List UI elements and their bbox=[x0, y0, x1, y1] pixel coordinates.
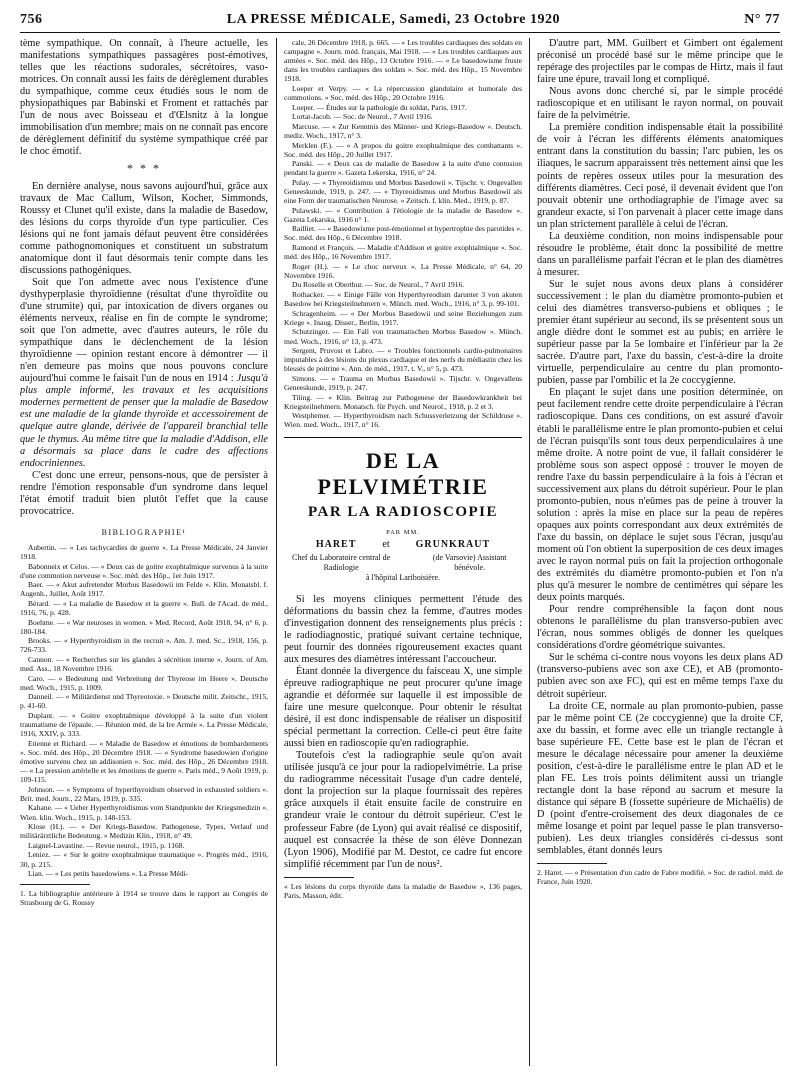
bibliography-entry: Duplant. — « Goitre exophtalmique développé à la suite d'un violent traumatisme de l'épaule. — Réunion méd. de la Ire Armée ». La Presse Médicale, 1916, XXIV, p. 333. bbox=[20, 711, 268, 739]
column-rule-2 bbox=[529, 38, 530, 1066]
affiliation-right: (de Varsovie) Assistant bénévole. bbox=[432, 553, 507, 573]
bibliography-entry: Pulawski. — « Contribution à l'étiologie de la maladie de Basedow ». Gazeta Lekarska, 1916 n° 1. bbox=[284, 205, 522, 224]
bibliography-entry: Aubertin. — « Les tachycardies de guerre ». La Presse Médicale, 24 Janvier 1918. bbox=[20, 542, 268, 561]
bibliography-entry: Du Roselle et Oberthur. — Soc. de Neurol., 7 Avril 1916. bbox=[292, 280, 465, 290]
bibliography-entry: Tiling. — « Klin. Beitrag zur Pathogenese der Basedowkrankheit bei Kriegsteilnehmern. Monatsch. für Psych. und Neurol., 1918, p. 2 et 3. bbox=[284, 392, 522, 411]
bibliography-entry: Westphemer. — Hyperthyroidism nach Schussverletzung der Schildruse ». Wien. med. Woch., 1917, n° 16. bbox=[284, 411, 522, 430]
bibliography-entry: Laignel-Lavastine. — Revue neurol., 1915, p. 1168. bbox=[28, 840, 185, 850]
page-number: 756 bbox=[20, 12, 43, 27]
paragraph: Si les moyens cliniques permettent l'étude des déformations du bassin chez la femme, d'autres modes d'investigation donnent des renseignements plus précis : le radiodiagnostic, pratiqué suivant certaine technique, peut fournir des données rigoureusement exactes quant aux mesures des diamètres intéressant l'accoucheur. bbox=[284, 593, 522, 665]
bibliography-entry: Boehme. — « War neuroses in women. » Med. Record, Août 1918, 94, n° 6, p. 180-184. bbox=[20, 617, 268, 636]
bibliography-entry: Panski. — « Deux cas de maladie de Basedow à la suite d'une contusion pendant la guerre ». Gazeta Lekerska, 1916, n° 24. bbox=[284, 159, 522, 178]
column-rule-1 bbox=[276, 38, 277, 1066]
author-conjunction: et bbox=[382, 539, 390, 551]
bibliography-entry: Roger (H.). — « Le choc nerveux ». La Presse Médicale, n° 64, 20 Novembre 1916. bbox=[284, 261, 522, 280]
paragraph: La deuxième condition, non moins indispensable pour résoudre le problème, était donc la possibilité de mettre dans un parallélisme parfait l'écran et le plan des diamètres à mesurer. bbox=[537, 230, 783, 278]
affiliation-hospital: à l'hôpital Lariboisière. bbox=[365, 572, 441, 582]
page-header bbox=[20, 8, 780, 33]
bibliography-title: BIBLIOGRAPHIE¹ bbox=[101, 527, 187, 537]
article-title: DE LA PELVIMÉTRIE bbox=[317, 448, 489, 500]
section-separator: * * * bbox=[127, 161, 161, 176]
article-authors bbox=[284, 539, 522, 550]
bibliography-entry: Bérard. — « La maladie de Basedow et la guerre ». Bull. de l'Acad. de méd., 1916, 76, p. 428. bbox=[20, 598, 268, 617]
paragraph: tème sympathique. On connaît, à l'heure actuelle, les manifestations sympathiques passagères post-émotives, telles que les réactions sudorales, sécrétoires, vaso-motrices. On connaît aussi les faits de dérèglement durables du sympathique, comme ceux étudiés sous le nom de physiopathiques par Babinski et Froment et rattachés par l'un de nous avec Boisseau et d'Œlsnitz à la longue immobilisation d'un membre; mais on ne connaît pas encore de dérèglement définitif du système sympathique créé par le choc émotif. bbox=[20, 38, 268, 158]
paragraph: La première condition indispensable était la possibilité de voir à l'écran les différents éléments anatomiques entrant dans la constitution du bassin; l'arc pubien, les os iliaques, le sacrum apparaissent très nettement ainsi que les points de repères osseux utiles pour la mesuration des différents diamètres. Ceci posé, il devenait évident que l'on pouvait obtenir une orthodiagraphie de l'image avec sa grandeur exacte, si l'on parvenait à placer cette image dans un plan strictement parallèle à celui de l'écran. bbox=[537, 122, 783, 230]
bibliography-entry: Etienne et Richard. — « Maladie de Basedow et émotions de bombardements ». Soc. méd. des Hôp., 20 Décembre 1918. — « Syndrome basedowien d'origine émotive survenu chez un addisonien ». Soc. méd. des Hôp., 26 Décembre 1918. — « La pression artérielle et les émotions de guerre ». Paris méd., 9 Août 1919, p. 109-115. bbox=[20, 738, 268, 785]
paragraph: Sur le sujet nous avons deux plans à considérer successivement : le plan du diamètre promonto-pubien et celui des diamètres transverso-pubiens et obliques ; le premier étant supérieur au second, ils se présentent sous un angle dièdre dont le sommet est au pubis; en arrière le supérieur passe par la 5e lombaire et l'inférieur par la 2e sacrée. D'autre part, l'axe du bassin, c'est-à-dire la droite virtuelle, perpendiculaire au centre du plan promonto-pubien, passe par l'ombilic et la 2e coccygienne. bbox=[537, 278, 783, 387]
paragraph: Étant donnée la divergence du faisceau X, une simple épreuve radiographique ne peut procurer qu'une image agrandie et déformée sur laquelle il est impossible de faire une mesure quelconque. Pour obtenir le résultat désiré, il est donc indispensable de réaliser un dispositif spécial permettant la correction. Celle-ci peut être faite aussi bien en radioscopie qu'en radiographie. bbox=[284, 665, 522, 750]
journal-title: LA PRESSE MÉDICALE, Samedi, 23 Octobre 1920 bbox=[226, 12, 560, 27]
author-name: GRUNKRAUT bbox=[415, 539, 491, 551]
footnote-rule bbox=[537, 863, 607, 864]
footnote: 1. La bibliographie antérieure à 1914 se trouve dans le rapport au Congrès de Strasbourg de G. Roussy bbox=[20, 889, 268, 908]
bibliography-entry: Johnson. — « Symptoms of hyperthyroidism observed in exhausted soldiers ». Brit. med. Journ., 22 Mars, 1919, p. 335. bbox=[20, 784, 268, 803]
bibliography-entry: Marcuse. — « Zur Kenntnis des Männer- und Kriegs-Basedow ». Deutsch. mediz. Woch., 1917, n° 3. bbox=[284, 121, 522, 140]
column-1 bbox=[20, 38, 268, 908]
bibliography-entry: Danneil. — « Militärdienst und Thyreotoxie. » Deutsche milit. Zeitschr., 1915, p. 41-60. bbox=[20, 692, 268, 711]
byline-prefix: PAR MM. bbox=[386, 529, 420, 537]
footnote-rule bbox=[20, 884, 90, 885]
article-subtitle: PAR LA RADIOSCOPIE bbox=[307, 504, 499, 521]
paragraph: En dernière analyse, nous savons aujourd'hui, grâce aux travaux de Mac Callum, Wilson, Kocher, Simmonds, Roussy et Clunet qu'il existe, dans la maladie de Basedow, des lésions du corps thyroïde d'un type particulier. Ces lésions qui ne font jamais défaut peuvent être considérées comme pathognomoniques et constituent un substratum anatomique dont il faut désormais tenir compte dans les discussions pathogéniques. bbox=[20, 180, 268, 276]
bibliography-list bbox=[20, 543, 268, 878]
bibliography-entry: Lortat-Jacob. — Soc. de Neurol., 7 Avril 1916. bbox=[292, 112, 433, 122]
bibliography-entry: Caro. — « Bedeutung und Verbreitung der Thyreose im Heere ». Deutsche med. Woch., 1915, p. 1009. bbox=[20, 673, 268, 692]
paragraph bbox=[20, 277, 268, 470]
bibliography-entry: Baer. — « Akut aufretender Morbus Basedowii im Felde ». Klin. Monatsbl. f. Augenh., Juillet, Août 1917. bbox=[20, 580, 268, 599]
bibliography-entry: Kahane. — « Ueber Hyperthyroidismus vom Standpunkte der Kriegsmedizin ». Wien. klin. Woch., 1915, p. 148-153. bbox=[20, 803, 268, 822]
bibliography-entry: Cannon. — « Recherches sur les glandes à sécrétion interne ». Journ. of Am. med. Ass., 18 Novembre 1916. bbox=[20, 654, 268, 674]
footnote-rule bbox=[284, 877, 354, 878]
paragraph: Pour rendre compréhensible la façon dont nous obtenons le parallélisme du plan transverso-pubien avec l'écran, nous sommes obligés de donner les quelques considérations d'ordre géométrique suivantes. bbox=[537, 604, 783, 652]
bibliography-entry: Brooks. — « Hyperthyroidism in the recruit ». Am. J. med. Sc., 1918, 156, p. 726-733. bbox=[20, 636, 268, 655]
issue-number: N° 77 bbox=[744, 12, 780, 27]
bibliography-list-continued bbox=[284, 38, 522, 429]
article-body bbox=[284, 594, 522, 871]
column-1-body bbox=[20, 38, 268, 518]
bibliography-entry: Schragenheim. — « Der Morbus Basedowii und seine Beziehungen zum Kriege ». Inaug. Disser., Berlin, 1917. bbox=[284, 308, 522, 327]
bibliography-entry: Simons. — « Trauma en Morbus Basedowii ». Tijschr. v. Ongevallens Geneeskunde, 1919, p. 247. bbox=[284, 373, 522, 392]
footnote: « Les lésions du corps thyroïde dans la maladie de Basedow », 136 pages, Paris, Masson, édit. bbox=[284, 881, 522, 900]
article-separator bbox=[284, 437, 522, 438]
bibliography-entry: Rothacker. — « Einige Fälle von Hyperthyreodism darunter 3 von akuten Basedow bei Kriegsteilnehmern ». Münch. med. Woch., 1916, n° 3, p. 99-101. bbox=[284, 290, 522, 309]
paragraph: C'est donc une erreur, pensons-nous, que de persister à rendre l'émotion responsable d'un syndrome dans lequel l'état émotif traduit bien plutôt l'effet que la cause provocatrice. bbox=[20, 469, 268, 517]
author-affiliations bbox=[284, 553, 522, 572]
paragraph: Toutefois c'est la radiographie seule qu'on avait utilisée jusqu'à ce jour pour la radiopelvimétrie. La prise du radiogramme nécessitait l'usage d'un cadre dentelé, dont la projection sur la plaque fournissait des repères grâce auxquels il était ensuite facile de construire en grandeur vraie le contour du détroit supérieur. C'est le professeur Fabre (de Lyon) qui avait réalisé ce dispositif, auquel est consacrée la thèse de son élève Donnezan (Lyon 1906), Modifié par M. Destot, ce cadre fut encore simplifié récemment par l'un de nous². bbox=[284, 750, 522, 870]
bibliography-entry: Schutzinger. — Ein Fall von traumatischen Morbus Basedow ». Münch. med. Woch., 1916, n° 13, p. 473. bbox=[284, 327, 522, 346]
bibliography-entry: Pulay. — « Thyreoidismus und Morbus Basedowii ». Tijschr. v. Ongevallen Geneeskunde, 1919, p. 247. — « Thyreoidismus und Morbus Basedowii als eine Form der traumatischen Neurose. » Zeitsch. f. klin. Med., 1919, p. 87. bbox=[284, 177, 522, 206]
affiliation-left: Chef du Laboratoire central de Radiologie bbox=[292, 553, 391, 573]
paragraph-text: Soit que l'on admette avec nous l'existence d'une dysthyperplasie thyroïdienne (résultat d'une thyroïdite ou d'une strumite) qui, par intoxication de divers organes ou éléments nerveux, réalise en fin de compte le syndrome; soit que l'on admette, avec d'autres auteurs, le rôle du sympathique dans le déclenchement de la lésion thyroïdienne — opinion restant encore à démontrer — il n'en demeure pas moins que nous pouvons conclure aujourd'hui comme le faisait l'un de nous en 1914 : bbox=[20, 276, 268, 385]
column-2 bbox=[284, 38, 522, 900]
paragraph: Sur le schéma ci-contre nous voyons les deux plans AD (transverso-pubiens avec son axe CE), et AB (promonto-pubien avec son axe FC), qui est en même temps l'axe du détroit supérieur. bbox=[537, 652, 783, 700]
bibliography-entry: Merklen (F.). — « A propos du goitre exophtalmique des combattants ». Soc. méd. des Hôp., 20 Juillet 1917. bbox=[284, 140, 522, 159]
bibliography-entry: Leniez. — « Sur le goitre exophtalmique traumatique ». Progrès méd., 1916, 30, p. 215. bbox=[20, 850, 268, 869]
bibliography-entry: Sergent, Pruvost et Labro. — « Troubles fonctionnels cardio-pulmonaires imputables à des lésions du plexus cardiaque et des nerfs du médiastin chez les blessés de poitrine ». Ann. de méd., 1917, t. V., n° 5, p. 473. bbox=[284, 346, 522, 374]
paragraph: En plaçant le sujet dans une position déterminée, on peut facilement rendre cette droite perpendiculaire à l'écran radioscopique. Dans ces conditions, on est assuré d'avoir établi le parallélisme entre le plan promonto-pubien et celui de l'écran puisqu'ils sont tous deux perpendiculaires à une même droite. A notre point de vue, il fallait considérer le problème sous son aspect opposé : trouver le moyen de rendre l'axe du bassin perpendiculaire à la fois à l'écran et successivement aux plans du détroit supérieur. Pour le plan promonto-pubien, nous n'eûmes pas de peine à trouver la solution : après la mise en place sur la peau de repères opaques aux points correspondant aux deux extrémités de l'axe du bassin, on déplace le sujet sous l'écran, jusqu'au moment où l'on obtient la superposition de ces deux images avec le rayon normal puis on fait la projection orthogonale des extrémités du diamètre promonto-pubien et l'on n'a plus qu'à mesurer le nombre de centimètres qui sépare les deux points marqués. bbox=[537, 387, 783, 604]
bibliography-entry: Loeper. — Études sur la pathologie du soldat, Paris, 1917. bbox=[292, 102, 467, 112]
bibliography-entry: Klose (H.). — « Der Kriegs-Basedow. Pathogenese, Types, Verlauf und militärärztliche Bedeutung. » Medizin Klin., 1918, n° 49. bbox=[20, 822, 268, 841]
footnote: 2. Haret. — « Présentation d'un cadre de Fabre modifié. » Soc. de radiol. méd. de France, Juin 1920. bbox=[537, 868, 783, 887]
column-3 bbox=[537, 38, 783, 887]
bibliography-entry: cale, 26 Décembre 1918, p. 665. — « Les troubles cardiaques des soldats en campagne ». Journ. méd. français, Mai 1918. — « Les troubles cardiaques aux armées ». Soc. méd. des Hôp., 13 Octobre 1916. — « Le basedowisme fruste dans les troubles cardiaques des soldats ». Soc. méd. des Hôp., 15 Novembre 1918. bbox=[284, 38, 522, 84]
bibliography-entry: Babonneix et Celos. — « Deux cas de goitre exophtalmique survenus à la suite d'une commotion nerveuse ». Soc. méd. des Hôp., 1er Juin 1917. bbox=[20, 561, 268, 580]
bibliography-entry: Ramond et François. — Maladie d'Addison et goitre exophtalmique ». Soc. méd. des Hôp., 16 Novembre 1917. bbox=[284, 243, 522, 262]
paragraph: Nous avons donc cherché si, par le simple procédé radioscopique et en utilisant le rayon normal, on pouvait faire de la pelvimétrie. bbox=[537, 86, 783, 122]
article-body-continued bbox=[537, 38, 783, 857]
paragraph: D'autre part, MM. Guilbert et Gimbert ont également préconisé un procédé basé sur le même principe que le repérage des projectiles par le compas de Hirtz, mais il faut faire une épure, travail long et compliqué. bbox=[537, 38, 783, 86]
author-name: HARET bbox=[315, 539, 357, 551]
bibliography-entry: Lian. — « Les petits basedowiens ». La Presse Médi- bbox=[28, 869, 189, 879]
paragraph-quote: Jusqu'à plus ample informé, les travaux et les acquisitions modernes permettent de penser que la maladie de Basedow est une maladie de la glande thyroïde et accessoirement de quelque autre glande, dérivée de l'appareil branchial telle que le thymus. Au même titre que la maladie d'Addison, elle a désormais sa place dans le cadre des affections endocriniennes. bbox=[20, 373, 268, 469]
bibliography-entry: Railliet. — « Basedowisme post-émotionnel et hypertrophie des parotides ». Soc. méd. des Hôp., 6 Décembre 1918. bbox=[284, 224, 522, 243]
bibliography-entry: Loeper et Verpy. — « La répercussion glandulaire et humorale des commotions. » Soc. méd. des Hôp., 20 Octobre 1916. bbox=[284, 83, 522, 103]
paragraph: La droite CE, normale au plan promonto-pubien, passe par le même point CE (2e coccygienne) que la droite CF, axe du bassin, et forme avec elle un triangle rectangle à base supérieure FE. Cette base est le plan de l'écran et mesure le décalage nécessaire pour amener la deuxième position, c'est-à-dire le parallélisme entre le plan AD et le plan FE. Les trois points délimitent aussi un triangle rectangle dont la base répond au sacrum et mesure la distance qui sépare B (fossette supérieure de Michaëlis) de D (point d'entre-croisement des deux diagonales de ce même losange et point par lequel passe le plan transverso-pubien). Les deux triangles considérés ci-dessus sont semblables, étant donnés leurs bbox=[537, 700, 783, 857]
